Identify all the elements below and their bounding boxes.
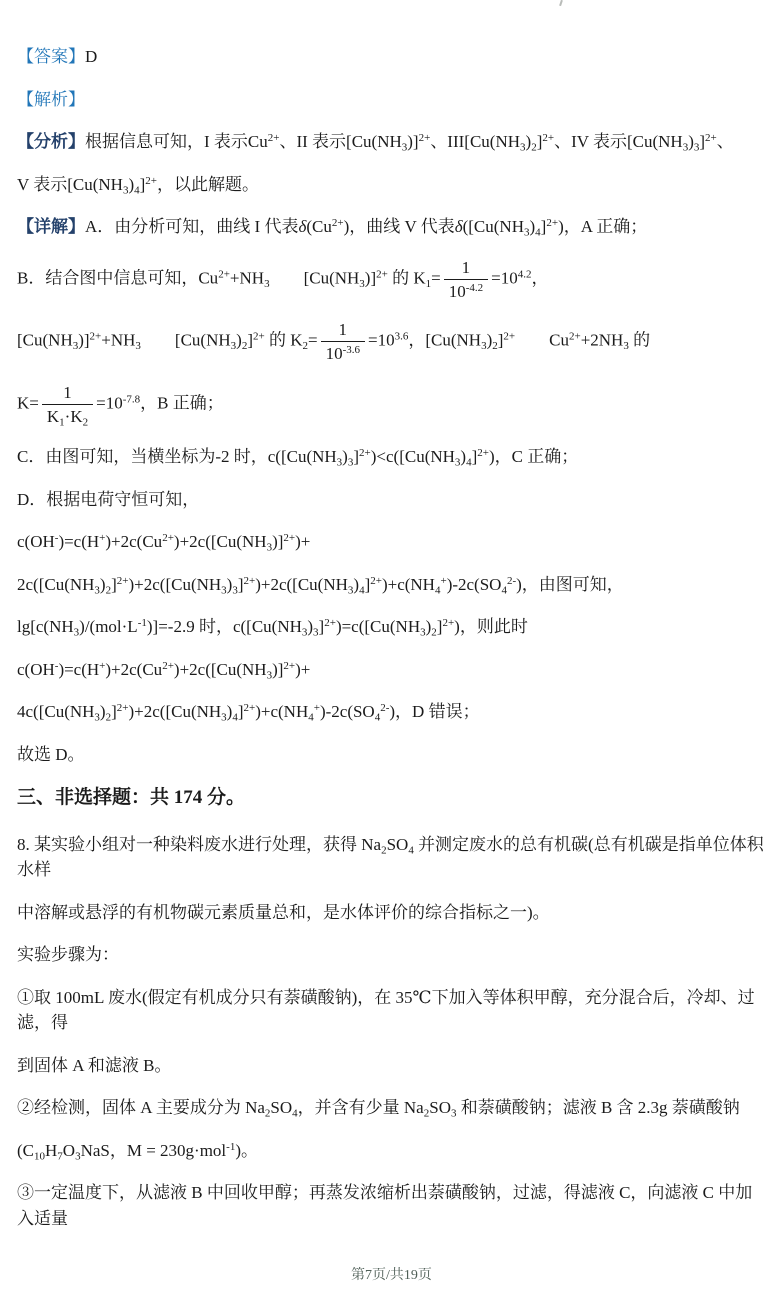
text-run: [Cu(NH: [67, 174, 123, 194]
text-run: B．结合图中信息可知，Cu: [17, 268, 219, 288]
subscript: 2: [105, 711, 112, 724]
subscript: 3: [313, 626, 319, 639]
lg-condition-line: [17, 614, 767, 640]
text-run: SO: [270, 1098, 293, 1117]
q8-step-2b: [17, 1138, 767, 1164]
superscript: 2+: [568, 330, 581, 343]
subscript: 4: [232, 711, 238, 724]
subscript: 3: [221, 711, 227, 724]
subscript: 3: [266, 668, 273, 681]
text-run: =10: [491, 268, 518, 288]
detail-line-b3: [17, 382, 767, 428]
superscript: +: [99, 531, 106, 544]
fraction: [321, 319, 365, 365]
subscript: 3: [94, 711, 100, 724]
text-run: +2NH: [580, 330, 624, 350]
subscript: 3: [347, 456, 354, 469]
text-run: +NH: [229, 268, 265, 288]
text-run: )=c(H: [58, 659, 100, 679]
text-run: H: [45, 1140, 58, 1160]
text-run: )，则此时: [454, 617, 528, 636]
subscript: 2: [241, 339, 248, 352]
text-run: =: [307, 330, 318, 350]
subscript: 2: [82, 416, 89, 429]
text-run: 【解析】: [17, 89, 85, 109]
text-run: )+2c(Cu: [105, 659, 163, 679]
subscript: 3: [122, 183, 129, 196]
subscript: 3: [481, 339, 487, 352]
subscript: 3: [454, 456, 461, 469]
superscript: +: [99, 659, 106, 672]
text-run: ]: [237, 702, 244, 721]
superscript: 2+: [705, 131, 717, 144]
text-run: ): [460, 447, 467, 466]
text-run: ): [688, 132, 694, 151]
text-run: ，: [531, 268, 549, 288]
text-run: ]: [540, 217, 547, 236]
text-run: )+: [295, 659, 311, 679]
subscript: 3: [347, 583, 354, 596]
q8-step-3: [17, 1180, 767, 1231]
subscript: 3: [450, 1107, 457, 1120]
superscript: 2+: [359, 446, 371, 459]
text-run: ，以此解题。: [157, 174, 260, 194]
text-run: )+c(NH: [255, 702, 309, 721]
text-run: ②经检测，固体 A 主要成分为 Na: [17, 1098, 265, 1117]
text-run: 、III: [430, 132, 465, 151]
text-run: ): [307, 617, 314, 636]
subscript: 3: [401, 141, 408, 154]
text-run: 的 K: [387, 268, 426, 288]
superscript: 2-: [380, 701, 390, 714]
subscript: 3: [682, 141, 689, 154]
superscript: -1: [226, 1140, 236, 1153]
subscript: 3: [301, 626, 308, 639]
subscript: 2: [105, 583, 112, 596]
text-run: 10: [448, 281, 466, 301]
text-run: [270, 268, 304, 287]
text-run: ): [342, 447, 348, 466]
subscript: 7: [57, 1149, 63, 1162]
text-run: )，A 正确；: [558, 217, 648, 236]
subscript: 2: [381, 843, 387, 856]
charge-balance-2b: [17, 699, 767, 725]
subscript: 3: [221, 583, 227, 596]
fraction: [42, 382, 93, 428]
text-run: SO: [386, 834, 409, 854]
text-run: O: [62, 1140, 76, 1160]
subscript: 4: [292, 1107, 298, 1120]
text-run: 实验步骤为：: [17, 945, 119, 964]
subscript: 2: [431, 626, 437, 639]
text-run: (Cu: [306, 217, 332, 236]
text-run: ①取 100mL 废水(假定有机成分只有萘磺酸钠)，在 35℃下加入等体积甲醇，充分混合后，冷却、过滤，得: [17, 987, 755, 1032]
text-run: c(OH: [17, 659, 55, 679]
text-run: 【详解】: [17, 217, 85, 236]
subscript: 3: [524, 226, 530, 239]
q8-step-2a: [17, 1095, 767, 1121]
text-run: )]=-2.9 时，c([Cu(NH: [146, 617, 302, 636]
section-heading: [17, 784, 767, 813]
subscript: 4: [308, 711, 314, 724]
text-run: ): [226, 574, 233, 594]
text-run: ，[Cu(NH: [408, 330, 482, 350]
text-run: [Cu(NH: [17, 330, 73, 350]
text-run: 1: [63, 382, 72, 402]
superscript: 2+: [243, 574, 256, 587]
text-run: )-2c(SO: [319, 702, 375, 721]
text-run: ]: [497, 330, 504, 350]
subscript: 3: [623, 339, 629, 352]
text-run: ): [226, 702, 233, 721]
fraction: [444, 257, 488, 303]
text-run: 三、非选择题：共 174 分。: [17, 787, 246, 808]
text-run: )+2c([Cu(NH: [128, 574, 222, 594]
text-run: ): [486, 330, 493, 350]
text-run: D．根据电荷守恒可知，: [17, 489, 200, 509]
subscript: 3: [73, 626, 80, 639]
subscript: 4: [501, 583, 507, 596]
text-run: ，并含有少量 Na: [297, 1098, 424, 1117]
text-run: ③一定温度下，从滤液 B 中回收甲醇；再蒸发浓缩析出萘磺酸钠，过滤，得滤液 C，向滤液 C 中加入适量: [17, 1183, 753, 1228]
text-run: )+2c([Cu(NH: [173, 532, 267, 551]
superscript: -7.8: [122, 393, 141, 406]
page-number: 第7页/共19页: [351, 1268, 432, 1283]
text-run: [141, 331, 175, 350]
text-run: )+: [295, 532, 311, 551]
text-run: ): [99, 702, 106, 721]
text-run: D: [85, 47, 98, 66]
text-run: )，由图可知，: [516, 574, 624, 594]
superscript: -1: [137, 616, 147, 629]
text-run: 1: [338, 320, 348, 339]
text-run: ]: [699, 132, 706, 151]
text-run: ]: [139, 174, 146, 194]
q8-step-1a: [17, 985, 767, 1036]
text-run: =: [431, 268, 441, 288]
superscript: 3.6: [394, 330, 409, 343]
text-run: ]: [436, 617, 443, 636]
subscript: 3: [135, 339, 141, 352]
subscript: 3: [693, 141, 700, 154]
text-run: [Cu(NH: [174, 330, 231, 350]
superscript: -3.6: [342, 344, 360, 357]
q8-step-1b: [17, 1053, 767, 1079]
q8-line-1: [17, 832, 767, 883]
text-run: ]: [237, 574, 244, 594]
text-run: 10: [325, 344, 343, 364]
text-run: K=: [17, 393, 39, 413]
text-run: K: [46, 406, 60, 426]
text-run: +NH: [101, 330, 136, 350]
superscript: 2+: [376, 268, 388, 281]
text-run: C．由图可知，当横坐标为-2 时，c([Cu(NH: [17, 447, 337, 466]
superscript: 2+: [116, 574, 129, 587]
text-run: 4c([Cu(NH: [17, 702, 95, 721]
text-run: 、II 表示: [279, 132, 347, 151]
text-run: ]: [247, 330, 253, 350]
superscript: 2+: [243, 701, 256, 714]
text-run: )]: [78, 330, 90, 350]
text-run: )，C 正确；: [488, 447, 579, 466]
subscript: 3: [232, 583, 238, 596]
detail-line-b2: [17, 319, 767, 365]
q8-steps-label: [17, 942, 767, 968]
text-run: ([Cu(NH: [462, 217, 524, 236]
text-run: 的: [628, 330, 651, 350]
text-run: 2c([Cu(NH: [17, 574, 95, 594]
text-run: )-2c(SO: [446, 574, 502, 594]
detail-line-c: [17, 444, 767, 470]
text-run: )，曲线 V 代表: [343, 217, 455, 236]
detail-line-d: [17, 487, 767, 513]
superscript: 2+: [283, 531, 296, 544]
subscript: 2: [531, 141, 537, 154]
superscript: 4.2: [517, 268, 532, 281]
superscript: 2+: [162, 531, 174, 544]
subscript: 3: [72, 339, 79, 352]
text-run: ]: [111, 574, 117, 594]
text-run: 故选 D。: [17, 744, 85, 764]
subscript: 3: [520, 141, 526, 154]
subscript: 3: [94, 583, 100, 596]
superscript: 2+: [89, 330, 102, 343]
subscript: 2: [264, 1107, 271, 1120]
subscript: 4: [374, 711, 381, 724]
text-run: δ: [298, 217, 307, 236]
subscript: 3: [266, 541, 273, 554]
text-run: )]: [272, 532, 284, 551]
text-run: ): [529, 217, 536, 236]
charge-balance-2a: [17, 657, 767, 683]
text-run: 到固体 A 和滤液 B。: [17, 1055, 172, 1075]
subscript: 1: [59, 416, 65, 429]
superscript: -: [54, 531, 59, 544]
subscript: 1: [425, 277, 432, 290]
text-run: V 表示: [17, 174, 68, 194]
subscript: 4: [359, 583, 365, 596]
superscript: 2+: [324, 616, 336, 629]
text-run: )+2c([Cu(NH: [255, 574, 348, 594]
subscript: 4: [134, 183, 140, 196]
text-run: c(OH: [17, 532, 55, 551]
text-run: )+2c([Cu(NH: [173, 659, 267, 679]
text-run: A．由分析可知，曲线 I 代表: [85, 217, 299, 236]
q8-line-2: [17, 900, 767, 926]
superscript: 2+: [331, 216, 344, 229]
text-run: ]: [471, 447, 478, 466]
text-run: ): [236, 330, 242, 350]
subscript: 3: [359, 277, 365, 290]
text-run: ，B 正确；: [140, 393, 224, 413]
subscript: 3: [264, 277, 270, 290]
superscript: 2+: [503, 330, 516, 343]
text-run: =10: [368, 330, 395, 350]
text-run: lg[c(NH: [17, 617, 74, 636]
text-run: 1: [461, 257, 471, 277]
text-run: [Cu(NH: [303, 268, 360, 288]
text-run: [Cu(NH: [346, 132, 402, 151]
text-run: [Cu(NH: [626, 132, 683, 151]
text-run: δ: [454, 217, 463, 236]
subscript: 2: [492, 339, 498, 352]
text-run: =10: [96, 393, 123, 413]
charge-balance-1a: [17, 529, 767, 555]
text-run: ]: [536, 132, 543, 151]
text-run: 【分析】: [17, 132, 85, 151]
text-run: ]: [318, 617, 325, 636]
superscript: 2+: [283, 659, 296, 672]
superscript: 2+: [546, 216, 559, 229]
text-run: ·K: [64, 406, 83, 426]
text-run: )=c(H: [58, 532, 100, 551]
charge-balance-1b: [17, 572, 767, 598]
text-run: ): [99, 574, 106, 594]
text-run: )]: [407, 132, 419, 151]
subscript: 4: [434, 583, 441, 596]
subscript: 4: [535, 226, 541, 239]
superscript: 2+: [370, 574, 382, 587]
text-run: Cu: [515, 330, 569, 350]
text-run: )+2c(Cu: [105, 532, 163, 551]
superscript: 2+: [218, 268, 230, 281]
text-run: NaS，M = 230g·mol: [80, 1140, 227, 1160]
text-run: )]: [364, 268, 377, 288]
subscript: 4: [408, 843, 414, 856]
text-run: 根据信息可知，I 表示Cu: [85, 132, 268, 151]
text-run: 8. 某实验小组对一种染料废水进行处理，获得 Na: [17, 834, 382, 854]
text-run: ): [353, 574, 360, 594]
text-run: )，D 错误；: [389, 702, 480, 721]
superscript: 2+: [145, 174, 158, 187]
text-run: )]: [272, 659, 284, 679]
text-run: )/(mol·L: [79, 617, 138, 636]
text-run: ]: [364, 574, 371, 594]
detail-line-a: [17, 214, 767, 240]
text-run: (C: [17, 1140, 34, 1160]
text-run: 【答案】: [17, 47, 85, 66]
analysis-line-1: [17, 129, 767, 155]
superscript: -: [54, 659, 59, 672]
text-run: ): [425, 617, 432, 636]
text-run: )=c([Cu(NH: [335, 617, 421, 636]
subscript: 2: [302, 339, 308, 352]
text-run: ): [128, 174, 135, 194]
superscript: 2+: [542, 131, 555, 144]
superscript: 2+: [442, 616, 455, 629]
text-run: ]: [111, 702, 117, 721]
superscript: 2+: [116, 701, 129, 714]
text-run: )+c(NH: [381, 574, 435, 594]
text-run: 、IV 表示: [554, 132, 627, 151]
page-footer: [0, 1248, 783, 1298]
text-run: SO: [429, 1098, 451, 1117]
superscript: 2+: [477, 446, 489, 459]
detail-line-b1: [17, 257, 767, 303]
text-run: 、: [716, 132, 734, 151]
analysis-line-2: [17, 172, 767, 198]
analysis-label-line: [17, 87, 767, 113]
subscript: 3: [420, 626, 426, 639]
subscript: 3: [336, 456, 343, 469]
subscript: 2: [423, 1107, 430, 1120]
answer-line: [17, 44, 767, 70]
superscript: 2+: [418, 131, 431, 144]
superscript: 2+: [252, 330, 265, 343]
superscript: +: [440, 574, 447, 587]
subscript: 10: [34, 1149, 45, 1162]
subscript: 3: [75, 1149, 81, 1162]
superscript: 2+: [267, 131, 280, 144]
text-run: 和萘磺酸钠；滤液 B 含 2.3g 萘磺酸钠: [456, 1098, 740, 1117]
text-run: ): [525, 132, 532, 151]
text-run: )<c([Cu(NH: [370, 447, 455, 466]
text-run: )+2c([Cu(NH: [128, 702, 222, 721]
subscript: 3: [230, 339, 237, 352]
superscript: 2+: [162, 659, 174, 672]
text-run: 中溶解或悬浮的有机物碳元素质量总和，是水体评价的综合指标之一)。: [17, 902, 550, 922]
superscript: +: [313, 701, 320, 714]
text-run: 并测定废水的总有机碳(总有机碳是指单位体积水样: [17, 834, 764, 879]
superscript: 2-: [506, 574, 517, 587]
superscript: -4.2: [465, 281, 484, 294]
text-run: 的 K: [264, 330, 303, 350]
subscript: 4: [466, 456, 472, 469]
text-run: [Cu(NH: [464, 132, 521, 151]
text-run: )。: [235, 1140, 258, 1160]
text-run: ]: [353, 447, 360, 466]
conclusion-line: [17, 742, 767, 768]
